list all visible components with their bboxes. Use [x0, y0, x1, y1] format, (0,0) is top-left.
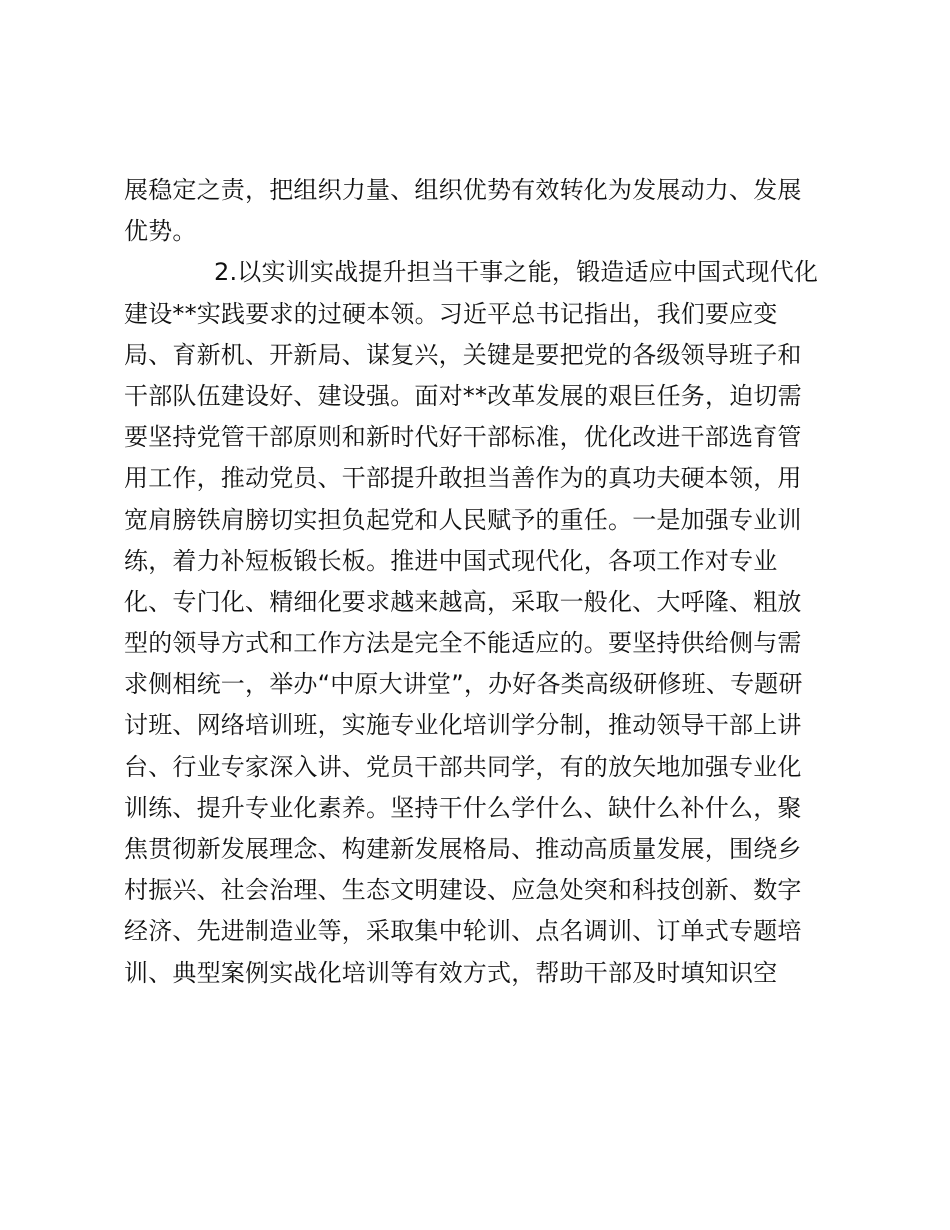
- text-line: 干部队伍建设好、建设强。面对**改革发展的艰巨任务，迫切需: [124, 381, 802, 410]
- text-line: 焦贯彻新发展理念、构建新发展格局、推动高质量发展，围绕乡: [124, 835, 802, 863]
- text-line: 展稳定之责，把组织力量、组织优势有效转化为发展动力、发展: [124, 176, 802, 204]
- text-line: 用工作，推动党员、干部提升敢担当善作为的真功夫硬本领，用: [124, 464, 802, 493]
- text-line: 台、行业专家深入讲、党员干部共同学，有的放矢地加强专业化: [124, 752, 802, 781]
- text-line: 村振兴、社会治理、生态文明建设、应急处突和科技创新、数字: [124, 876, 802, 905]
- text-line: 要坚持党管干部原则和新时代好干部标准，优化改进干部选育管: [124, 423, 802, 452]
- text-line: 讨班、网络培训班，实施专业化培训学分制，推动领导干部上讲: [124, 711, 802, 740]
- text-line: 型的领导方式和工作方法是完全不能适应的。要坚持供给侧与需: [124, 629, 802, 658]
- body-text: [124, 170, 844, 994]
- text-line: 化、专门化、精细化要求越来越高，采取一般化、大呼隆、粗放: [124, 587, 802, 616]
- text-line: 训练、提升专业化素养。坚持干什么学什么、缺什么补什么，聚: [124, 793, 802, 822]
- text-line: 练，着力补短板锻长板。推进中国式现代化，各项工作对专业: [124, 546, 778, 575]
- text-line: 建设**实践要求的过硬本领。习近平总书记指出，我们要应变: [124, 299, 778, 328]
- text-line: 优势。: [124, 217, 197, 246]
- text-line: 经济、先进制造业等，采取集中轮训、点名调训、订单式专题培: [124, 917, 802, 946]
- text-line: 训、典型案例实战化培训等有效方式，帮助干部及时填知识空: [124, 958, 778, 987]
- text-line: 求侧相统一，举办“中原大讲堂”，办好各类高级研修班、专题研: [124, 670, 803, 699]
- text-line: 宽肩膀铁肩膀切实担负起党和人民赋予的重任。一是加强专业训: [124, 505, 802, 534]
- text-line: 局、育新机、开新局、谋复兴，关键是要把党的各级领导班子和: [124, 340, 802, 369]
- section-heading-line: 2.以实训实战提升担当干事之能，锻造适应中国式现代化: [214, 258, 819, 287]
